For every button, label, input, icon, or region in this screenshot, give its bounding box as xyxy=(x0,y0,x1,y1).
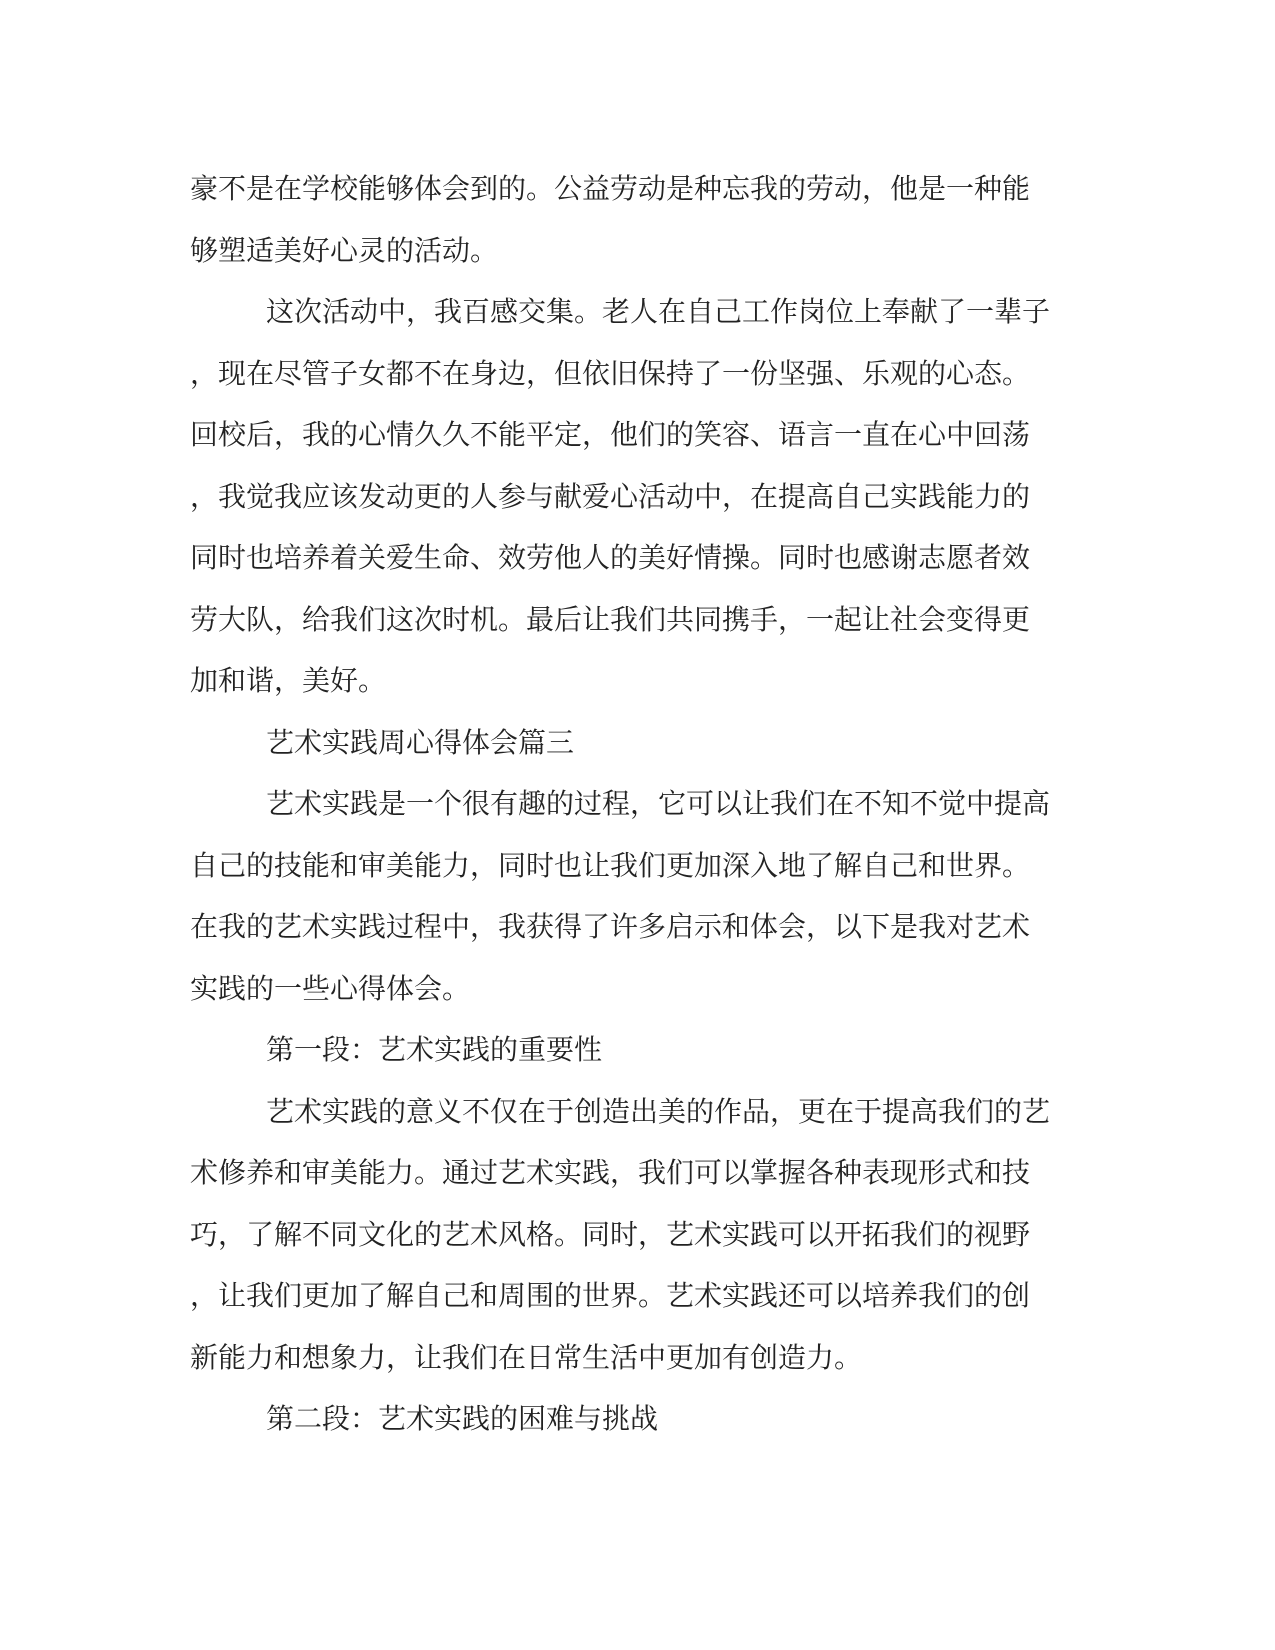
subsection-heading: 第二段：艺术实践的困难与挑战 xyxy=(266,1402,659,1435)
text-line: 巧，了解不同文化的艺术风格。同时，艺术实践可以开拓我们的视野 xyxy=(190,1217,1031,1251)
text-line: ，我觉我应该发动更的人参与献爱心活动中，在提高自己实践能力的 xyxy=(190,479,1031,513)
text-line: 加和谐，美好。 xyxy=(190,664,387,697)
subsection-heading: 第一段：艺术实践的重要性 xyxy=(266,1033,603,1066)
text-line: 在我的艺术实践过程中，我获得了许多启示和体会，以下是我对艺术 xyxy=(190,910,1031,943)
text-line: 新能力和想象力，让我们在日常生活中更加有创造力。 xyxy=(190,1340,863,1374)
paragraph-start-line: 艺术实践的意义不仅在于创造出美的作品，更在于提高我们的艺 xyxy=(266,1094,1051,1128)
text-line: 实践的一些心得体会。 xyxy=(190,971,471,1005)
text-line: 同时也培养着关爱生命、效劳他人的美好情操。同时也感谢志愿者效 xyxy=(190,541,1031,574)
document-body xyxy=(190,158,1080,1450)
text-line: 术修养和审美能力。通过艺术实践，我们可以掌握各种表现形式和技 xyxy=(190,1156,1031,1189)
text-line: 自己的技能和审美能力，同时也让我们更加深入地了解自己和世界。 xyxy=(190,848,1031,882)
text-line: 回校后，我的心情久久不能平定，他们的笑容、语言一直在心中回荡 xyxy=(190,418,1031,451)
text-line: 够塑适美好心灵的活动。 xyxy=(190,233,499,267)
text-line: 豪不是在学校能够体会到的。公益劳动是种忘我的劳动，他是一种能 xyxy=(190,172,1031,205)
text-line: ，现在尽管子女都不在身边，但依旧保持了一份坚强、乐观的心态。 xyxy=(190,356,1031,390)
paragraph-start-line: 这次活动中，我百感交集。老人在自己工作岗位上奉献了一辈子 xyxy=(266,295,1051,328)
paragraph-start-line: 艺术实践是一个很有趣的过程，它可以让我们在不知不觉中提高 xyxy=(266,787,1051,820)
text-line: ，让我们更加了解自己和周围的世界。艺术实践还可以培养我们的创 xyxy=(190,1279,1031,1312)
section-heading: 艺术实践周心得体会篇三 xyxy=(266,725,575,759)
text-line: 劳大队，给我们这次时机。最后让我们共同携手，一起让社会变得更 xyxy=(190,602,1031,636)
